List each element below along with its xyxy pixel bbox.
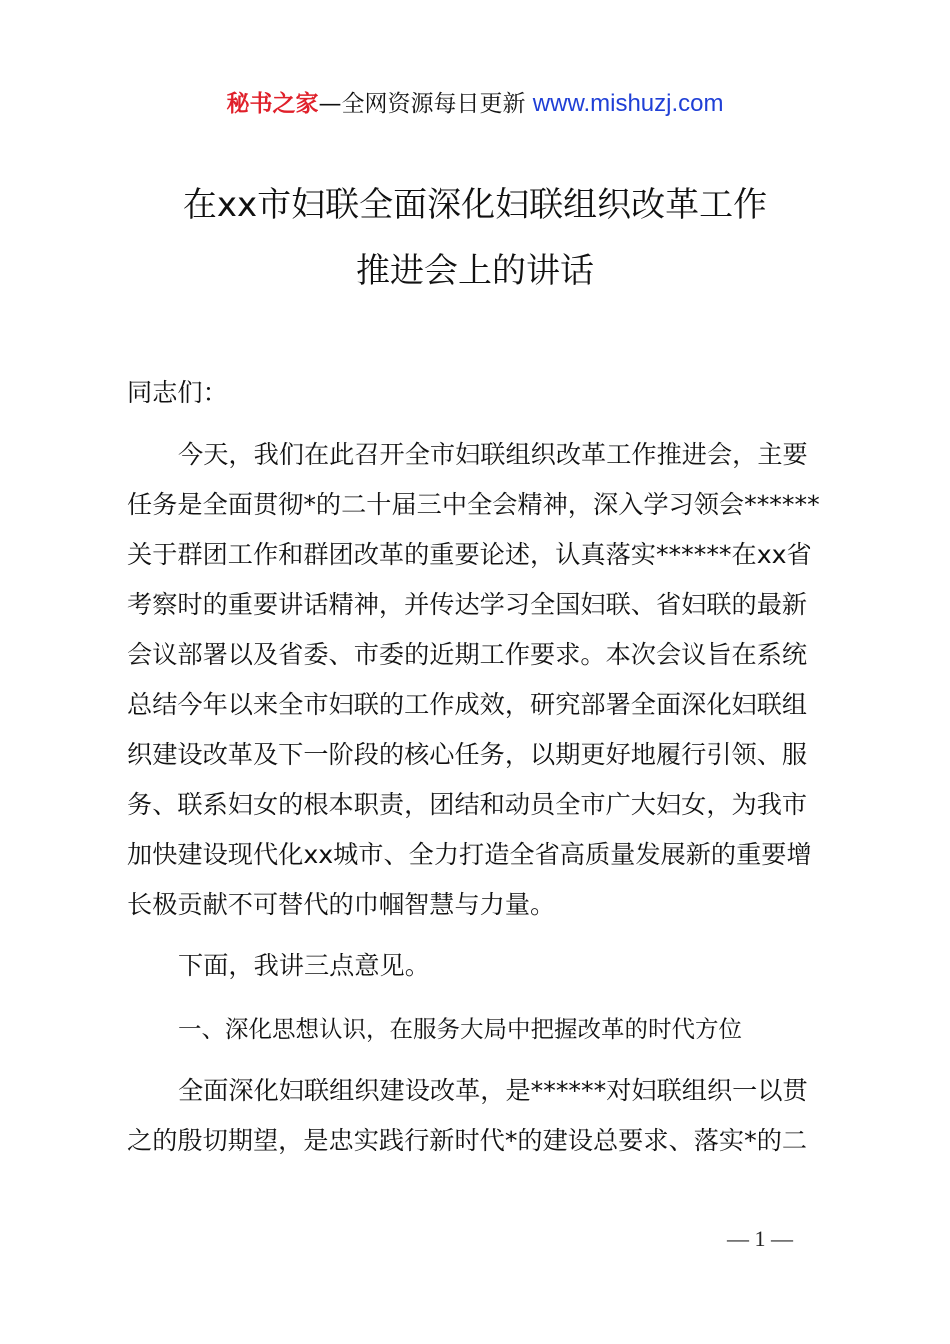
section-heading-1: 一、深化思想认识，在服务大局中把握改革的时代方位 [178,1015,742,1043]
document-title-line-2: 推进会上的讲话 [356,251,594,291]
document-title-line-1: 在xx市妇联全面深化妇联组织改革工作 [182,185,768,225]
salutation: 同志们： [127,378,228,407]
paragraph-line: 关于群团工作和群团改革的重要论述，认真落实******在xx省 [127,540,812,569]
paragraph-line: 今天，我们在此召开全市妇联组织改革工作推进会，主要 [178,440,808,469]
site-url-link[interactable]: www.mishuzj.com [532,90,724,117]
paragraph-line: 总结今年以来全市妇联的工作成效，研究部署全面深化妇联组 [127,690,808,719]
site-slogan: —全网资源每日更新 [318,91,533,117]
paragraph-line: 织建设改革及下一阶段的核心任务，以期更好地履行引领、服 [127,740,808,769]
paragraph-line: 之的殷切期望，是忠实践行新时代*的建设总要求、落实*的二 [127,1126,808,1155]
paragraph-line: 会议部署以及省委、市委的近期工作要求。本次会议旨在系统 [127,640,808,669]
paragraph-2: 下面，我讲三点意见。 [178,951,430,980]
paragraph-line: 加快建设现代化xx城市、全力打造全省高质量发展新的重要增 [127,840,812,869]
page-number: — 1 — [727,1226,793,1251]
site-brand: 秘书之家 [226,91,319,117]
paragraph-line: 务、联系妇女的根本职责，团结和动员全市广大妇女，为我市 [127,790,808,819]
paragraph-line: 考察时的重要讲话精神，并传达学习全国妇联、省妇联的最新 [127,590,808,619]
site-header [0,88,950,120]
paragraph-line: 全面深化妇联组织建设改革，是******对妇联组织一以贯 [178,1076,808,1105]
paragraph-line: 长极贡献不可替代的巾帼智慧与力量。 [127,890,556,919]
paragraph-line: 任务是全面贯彻*的二十届三中全会精神，深入学习领会****** [127,490,820,519]
